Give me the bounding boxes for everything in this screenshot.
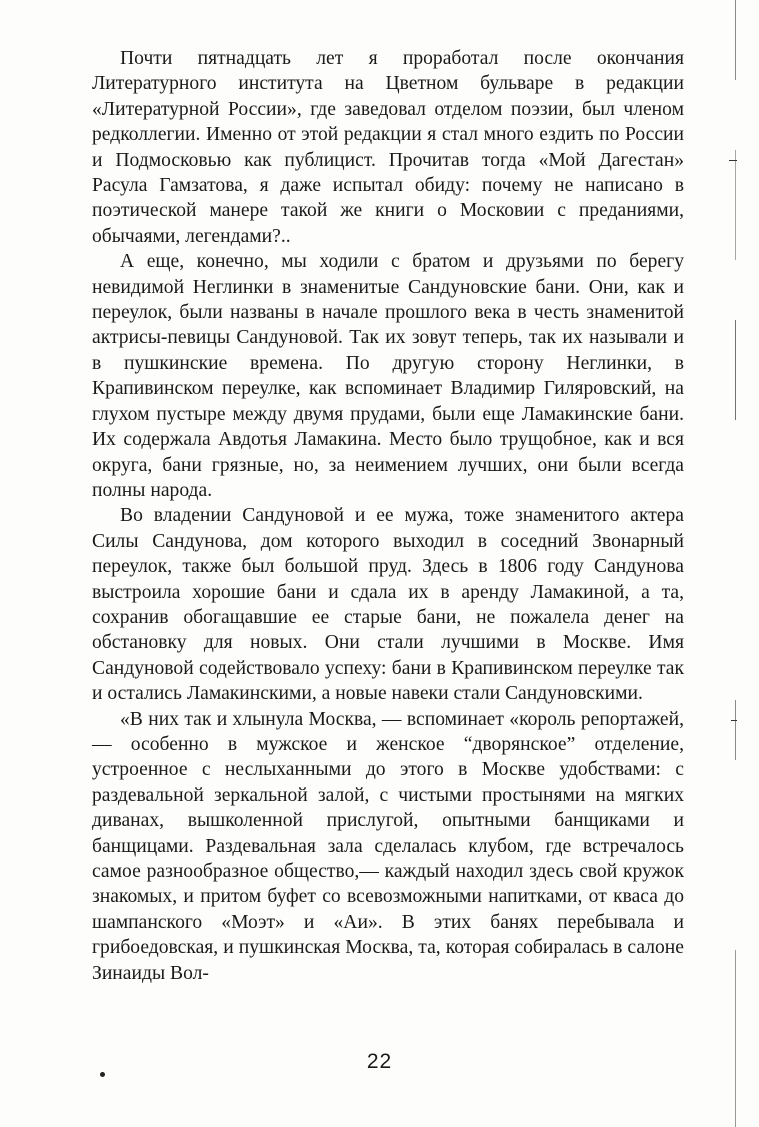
page-text [92,46,684,986]
paragraph-1: Почти пятнадцать лет я проработал после окончания Литературного института на Цветном бульваре в редакции «Литературной России», где заведовал отделом поэзии, был членом редколлегии. Именно от этой редакции я стал много ездить по России и Подмосковью как публицист. Прочитав тогда «Мой Дагестан» Расула Гамзатова, я даже испытал обиду: почему не написано в поэтической манере такой же книги о Московии с преданиями, обычаями, легендами?.. [92,48,684,247]
page-number: 22 [366,1050,393,1073]
paragraph-3: Во владении Сандуновой и ее мужа, тоже знаменитого актера Силы Сандунова, дом которого выходил в соседний Звонарный переулок, также был большой пруд. Здесь в 1806 году Сандунова выстроила хорошие бани и сдала их в аренду Ламакиной, а та, сохранив обогащавшие ее старые бани, не пожалела денег на обстановку для новых. Они стали лучшими в Москве. Имя Сандуновой содействовало успеху: бани в Крапивинском переулке так и остались Ламакинскими, а новые навеки стали Сандуновскими. [92,505,684,705]
page-edge-line [735,0,736,1127]
paragraph-2: А еще, конечно, мы ходили с братом и друзьями по берегу невидимой Неглинки в знаменитые Сандуновские бани. Они, как и переулок, были названы в начале прошлого века в честь знаменитой актрисы-певицы Сандуновой. Так их зовут теперь, так их называли и в пушкинские времена. По другую сторону Неглинки, в Крапивинском переулке, как вспоминает Владимир Гиляровский, на глухом пустыре между двумя прудами, были еще Ламакинские бани. Их содержала Авдотья Ламакина. Место было трущобное, как и вся округа, бани грязные, но, за неимением лучших, они были всегда полны народа. [92,251,684,501]
page-edge-tick [731,720,737,721]
paragraph-4: «В них так и хлынула Москва, — вспоминает «король репортажей, — особенно в мужское и женское “дворянское” отделение, устроенное с неслыханными до этого в Москве удобствами: с раздевальной зеркальной залой, с чистыми простынями на мягких диванах, вышколенной прислугой, опытными банщиками и банщицами. Раздевальная зала сделалась клубом, где встречалось самое разнообразное общество,— каждый находил здесь свой кружок знакомых, и притом буфет со всевозможными напитками, от кваса до шампанского «Моэт» и «Аи». В этих банях перебывала и грибоедовская, и пушкинская Москва, та, которая собиралась в салоне Зинаиды Вол- [92,708,684,984]
page-edge-tick [729,160,737,161]
